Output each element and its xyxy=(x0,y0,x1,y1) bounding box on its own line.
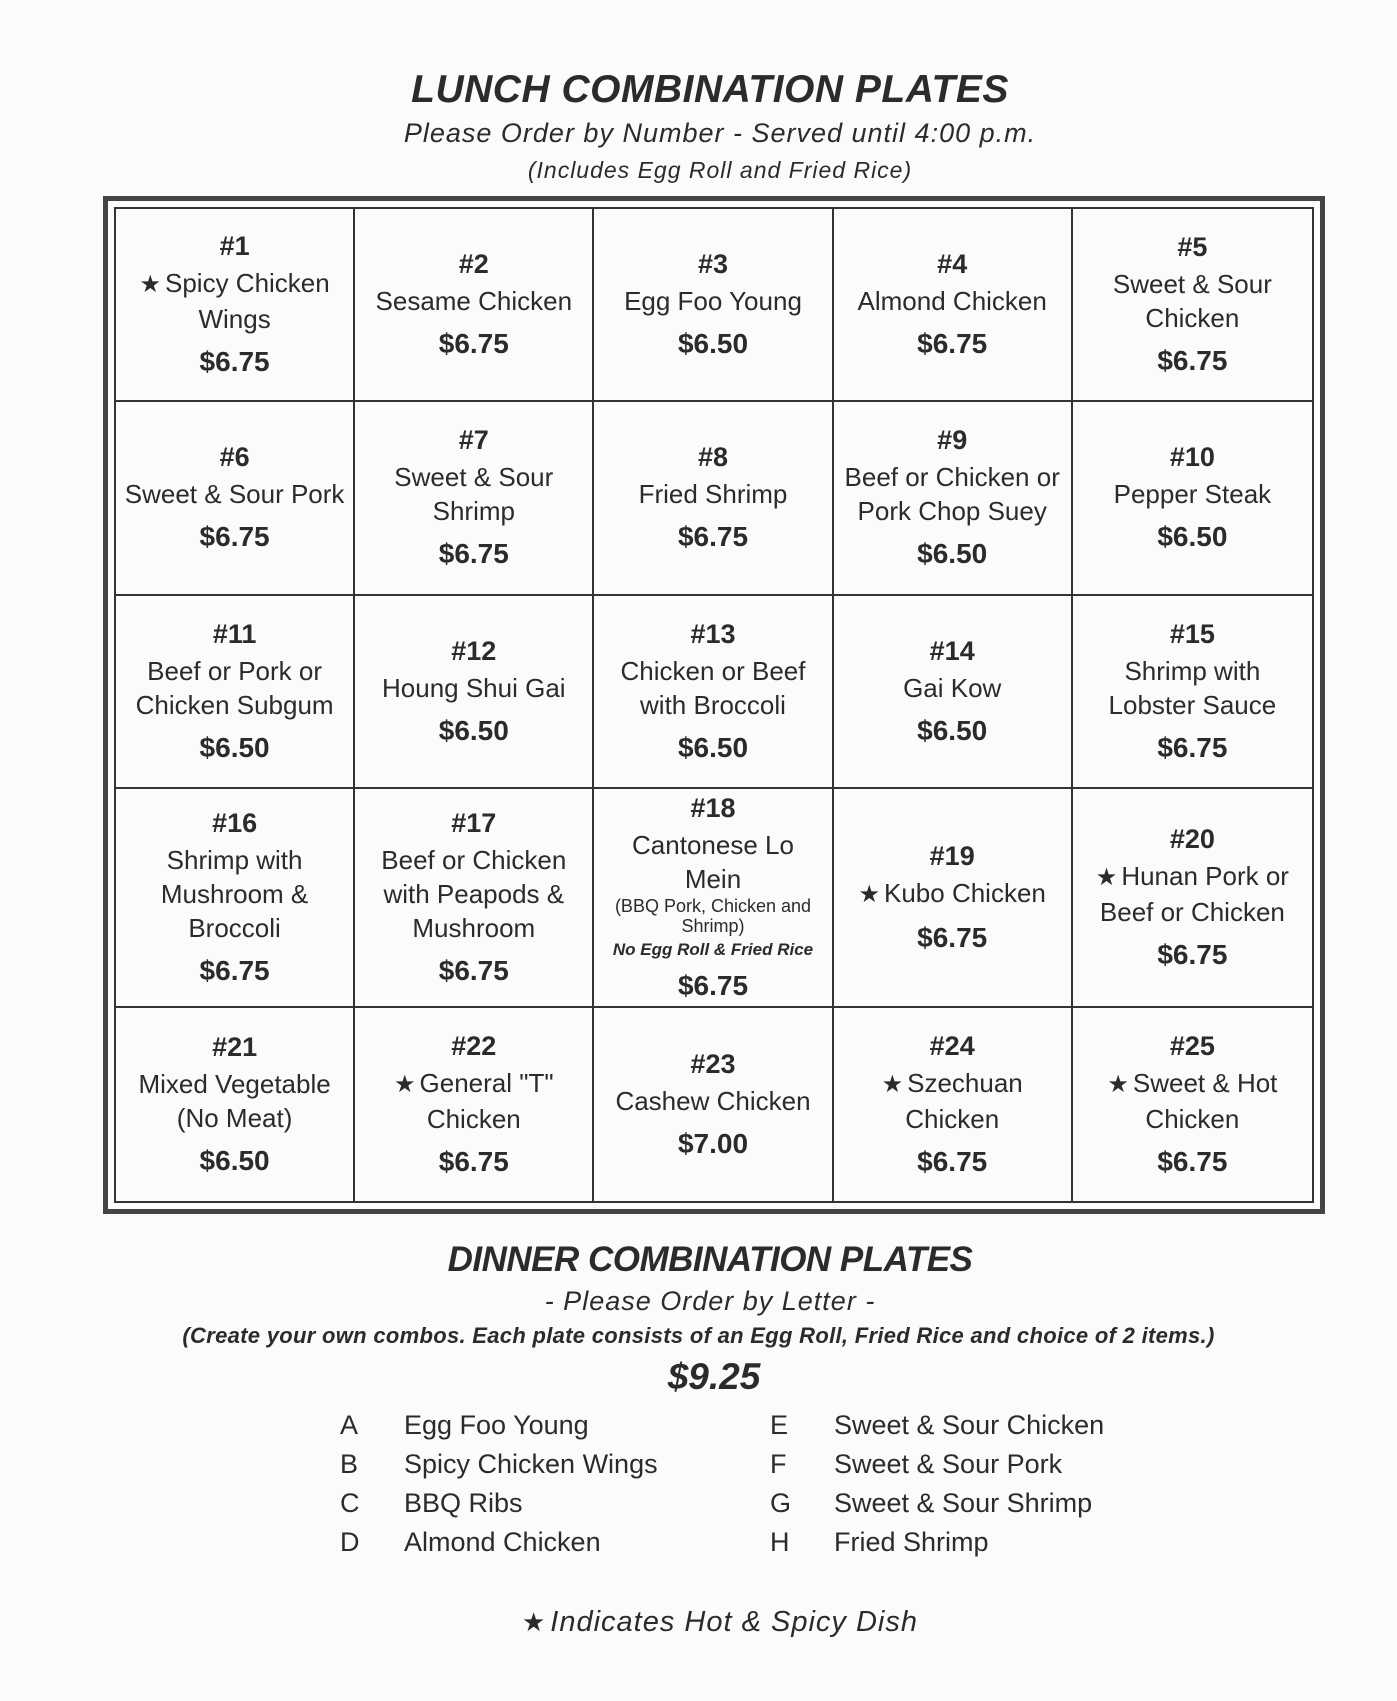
lunch-item-cell xyxy=(1073,209,1312,402)
lunch-item-cell xyxy=(116,1008,355,1201)
lunch-subtitle: Please Order by Number - Served until 4:00 p.m. xyxy=(403,118,1037,148)
dinner-item-letter: D xyxy=(340,1526,360,1557)
lunch-item-price: $6.75 xyxy=(199,346,270,378)
star-icon: ★ xyxy=(1107,1070,1129,1098)
dinner-item xyxy=(770,1524,1200,1560)
dinner-item-list xyxy=(340,1407,1200,1560)
lunch-item-name-wrap xyxy=(624,284,802,318)
dinner-item xyxy=(340,1407,770,1443)
dinner-item-letter: G xyxy=(770,1487,792,1518)
lunch-item-price: $6.75 xyxy=(1157,1145,1228,1177)
dinner-note: (Create your own combos. Each plate consists of an Egg Roll, Fried Rice and choice of 2 items.) xyxy=(182,1323,1215,1348)
lunch-item-price: $6.75 xyxy=(1157,938,1228,970)
lunch-item-name-wrap xyxy=(376,284,573,318)
dinner-item-letter: A xyxy=(340,1409,359,1440)
dinner-item xyxy=(770,1446,1200,1482)
lunch-item-name-wrap xyxy=(615,1084,810,1118)
lunch-item-name: Hunan Pork or Beef or Chicken xyxy=(1099,860,1289,927)
dinner-item-letter: F xyxy=(770,1448,787,1479)
dinner-price: $9.25 xyxy=(667,1356,761,1397)
lunch-item-number: #4 xyxy=(937,249,968,280)
lunch-item-name-wrap xyxy=(639,477,788,511)
lunch-item-name-wrap xyxy=(125,477,345,511)
lunch-item-price: $6.75 xyxy=(438,1145,509,1177)
lunch-item-cell xyxy=(834,209,1073,402)
star-icon: ★ xyxy=(394,1070,416,1098)
lunch-item-name-wrap xyxy=(1114,477,1272,511)
lunch-item-name-wrap xyxy=(600,654,825,722)
dinner-item-name: Almond Chicken xyxy=(404,1526,601,1557)
lunch-item-name: Sweet & Hot Chicken xyxy=(1132,1067,1278,1134)
spicy-legend xyxy=(0,1606,1397,1639)
lunch-item-exclusion: No Egg Roll & Fried Rice xyxy=(612,939,814,959)
lunch-item-name: Cantonese Lo Mein xyxy=(632,829,794,894)
lunch-item-name: Shrimp with Lobster Sauce xyxy=(1108,655,1277,720)
lunch-item-name-wrap xyxy=(361,1066,586,1136)
lunch-item-name-wrap xyxy=(840,460,1065,528)
lunch-item-cell xyxy=(355,596,594,789)
lunch-item-number: #16 xyxy=(212,807,258,838)
lunch-item-name-wrap xyxy=(1079,859,1306,929)
lunch-item-cell xyxy=(355,789,594,1008)
lunch-item-number: #2 xyxy=(458,249,489,280)
lunch-item-cell xyxy=(1073,1008,1312,1201)
dinner-item-name: Sweet & Sour Pork xyxy=(834,1448,1063,1479)
lunch-item-name: Cashew Chicken xyxy=(615,1085,811,1116)
lunch-item-cell xyxy=(1073,789,1312,1008)
lunch-item-number: #20 xyxy=(1169,823,1215,854)
lunch-item-name: Chicken or Beef with Broccoli xyxy=(620,655,806,720)
lunch-includes: (Includes Egg Roll and Fried Rice) xyxy=(527,157,913,183)
dinner-subtitle: - Please Order by Letter - xyxy=(544,1286,876,1316)
lunch-item-cell xyxy=(594,1008,833,1201)
star-icon: ★ xyxy=(139,271,161,299)
lunch-item-cell xyxy=(116,209,355,402)
lunch-item-number: #8 xyxy=(697,442,729,473)
lunch-item-name-wrap xyxy=(361,460,586,528)
lunch-item-cell xyxy=(116,402,355,595)
dinner-item xyxy=(770,1485,1200,1521)
lunch-item-cell xyxy=(594,402,833,595)
lunch-item-number: #10 xyxy=(1169,442,1215,473)
lunch-item-number: #1 xyxy=(219,231,250,262)
lunch-item-name: Almond Chicken xyxy=(857,286,1047,317)
lunch-item-number: #3 xyxy=(697,249,729,280)
dinner-item-name: Egg Foo Young xyxy=(404,1409,589,1440)
lunch-item-name: Spicy Chicken Wings xyxy=(164,268,330,335)
lunch-item-number: #6 xyxy=(219,442,250,473)
lunch-item-price: $6.75 xyxy=(438,538,509,570)
lunch-item-number: #13 xyxy=(690,618,736,649)
lunch-item-name: Beef or Chicken with Peapods & Mushroom xyxy=(381,844,567,943)
lunch-item-price: $6.50 xyxy=(438,714,509,746)
lunch-item-price: $6.75 xyxy=(199,954,270,986)
lunch-item-name-wrap xyxy=(1079,267,1306,335)
lunch-item-price: $6.75 xyxy=(917,1145,988,1177)
lunch-item-name: Sesame Chicken xyxy=(375,286,573,317)
lunch-item-number: #24 xyxy=(929,1030,975,1061)
lunch-item-name-wrap xyxy=(600,828,825,896)
lunch-item-name: Mixed Vegetable (No Meat) xyxy=(138,1068,331,1133)
lunch-item-price: $6.75 xyxy=(677,969,749,1001)
lunch-item-name: Beef or Pork or Chicken Subgum xyxy=(135,655,334,720)
lunch-item-name: Szechuan Chicken xyxy=(905,1067,1023,1134)
lunch-item-name-wrap xyxy=(903,671,1001,705)
lunch-item-cell xyxy=(1073,402,1312,595)
lunch-item-name-wrap xyxy=(858,876,1045,912)
lunch-item-number: #14 xyxy=(929,635,975,666)
lunch-item-cell xyxy=(1073,596,1312,789)
dinner-item xyxy=(340,1446,770,1482)
lunch-item-cell xyxy=(834,402,1073,595)
lunch-item-name: Pepper Steak xyxy=(1113,479,1272,510)
lunch-item-cell xyxy=(116,596,355,789)
lunch-item-name: Egg Foo Young xyxy=(624,286,802,317)
lunch-item-price: $6.75 xyxy=(677,521,749,553)
lunch-item-name: Sweet & Sour Pork xyxy=(124,479,345,510)
lunch-item-price: $6.50 xyxy=(677,731,749,763)
lunch-item-cell xyxy=(355,402,594,595)
lunch-item-price: $7.00 xyxy=(677,1127,749,1159)
lunch-item-number: #25 xyxy=(1169,1030,1215,1061)
lunch-item-name-wrap xyxy=(1079,654,1306,722)
lunch-item-name-wrap xyxy=(361,843,586,945)
dinner-item-letter: H xyxy=(770,1526,790,1557)
lunch-item-number: #19 xyxy=(929,840,975,871)
lunch-item-price: $6.50 xyxy=(1157,521,1228,553)
lunch-item-name: Sweet & Sour Shrimp xyxy=(394,462,554,527)
lunch-item-name-wrap xyxy=(858,284,1047,318)
lunch-item-cell xyxy=(594,596,833,789)
lunch-item-price: $6.75 xyxy=(438,328,509,360)
dinner-item xyxy=(340,1485,770,1521)
dinner-item-letter: E xyxy=(770,1409,789,1440)
lunch-item-number: #5 xyxy=(1177,232,1208,263)
lunch-item-note: (BBQ Pork, Chicken and Shrimp) xyxy=(614,895,812,936)
lunch-item-number: #9 xyxy=(937,425,968,456)
lunch-item-number: #17 xyxy=(451,807,497,838)
lunch-item-name-wrap xyxy=(122,1067,347,1135)
lunch-item-name-wrap xyxy=(122,843,347,945)
lunch-item-name-wrap xyxy=(122,266,347,336)
lunch-item-name: Shrimp with Mushroom & Broccoli xyxy=(160,844,309,943)
lunch-item-number: #11 xyxy=(212,618,257,649)
lunch-item-price: $6.75 xyxy=(438,954,509,986)
dinner-item xyxy=(770,1407,1200,1443)
lunch-item-number: #7 xyxy=(458,425,489,456)
dinner-title: DINNER COMBINATION PLATES xyxy=(447,1240,973,1279)
lunch-item-name-wrap xyxy=(382,671,566,705)
lunch-item-number: #12 xyxy=(451,635,497,666)
lunch-item-name: Kubo Chicken xyxy=(884,877,1046,908)
lunch-item-name: Sweet & Sour Chicken xyxy=(1112,269,1272,334)
dinner-item-name: BBQ Ribs xyxy=(404,1487,523,1518)
lunch-item-price: $6.75 xyxy=(1157,345,1228,377)
dinner-item-name: Sweet & Sour Shrimp xyxy=(834,1487,1093,1518)
lunch-item-price: $6.50 xyxy=(917,538,988,570)
lunch-item-number: #18 xyxy=(690,792,736,823)
lunch-item-cell xyxy=(594,789,833,1008)
lunch-item-name: General "T" Chicken xyxy=(419,1067,554,1134)
lunch-grid xyxy=(114,207,1314,1203)
dinner-item-name: Sweet & Sour Chicken xyxy=(834,1409,1105,1440)
lunch-item-cell xyxy=(594,209,833,402)
star-icon: ★ xyxy=(1095,863,1118,891)
lunch-item-name: Houng Shui Gai xyxy=(382,672,566,703)
lunch-item-name: Gai Kow xyxy=(903,672,1002,703)
lunch-item-cell xyxy=(834,596,1073,789)
lunch-item-price: $6.75 xyxy=(199,521,270,553)
lunch-item-number: #15 xyxy=(1169,618,1215,649)
lunch-item-price: $6.75 xyxy=(917,921,988,953)
lunch-item-price: $6.50 xyxy=(917,714,988,746)
dinner-item-letter: B xyxy=(340,1448,359,1479)
lunch-item-price: $6.50 xyxy=(199,1144,270,1176)
legend-text: Indicates Hot & Spicy Dish xyxy=(550,1606,918,1638)
lunch-item-cell xyxy=(116,789,355,1008)
lunch-item-price: $6.50 xyxy=(677,328,749,360)
lunch-item-cell xyxy=(834,789,1073,1008)
star-icon: ★ xyxy=(881,1070,904,1098)
lunch-title: LUNCH COMBINATION PLATES xyxy=(411,68,1009,111)
star-icon: ★ xyxy=(521,1607,547,1637)
lunch-item-name: Fried Shrimp xyxy=(638,479,788,510)
lunch-item-name-wrap xyxy=(840,1066,1065,1136)
lunch-item-cell xyxy=(834,1008,1073,1201)
lunch-item-number: #22 xyxy=(451,1030,497,1061)
lunch-item-price: $6.50 xyxy=(199,731,270,763)
lunch-item-cell xyxy=(355,209,594,402)
lunch-item-name-wrap xyxy=(1079,1066,1306,1136)
lunch-item-name-wrap xyxy=(122,654,347,722)
lunch-item-price: $6.75 xyxy=(917,328,988,360)
lunch-item-number: #21 xyxy=(212,1031,258,1062)
lunch-item-number: #23 xyxy=(690,1048,736,1079)
star-icon: ★ xyxy=(858,880,880,908)
dinner-item-name: Spicy Chicken Wings xyxy=(404,1448,658,1479)
dinner-item xyxy=(340,1524,770,1560)
dinner-item-name: Fried Shrimp xyxy=(834,1526,989,1557)
dinner-item-letter: C xyxy=(340,1487,360,1518)
lunch-item-cell xyxy=(355,1008,594,1201)
lunch-item-name: Beef or Chicken or Pork Chop Suey xyxy=(844,462,1060,527)
lunch-item-price: $6.75 xyxy=(1157,731,1228,763)
lunch-grid-frame xyxy=(103,196,1325,1214)
